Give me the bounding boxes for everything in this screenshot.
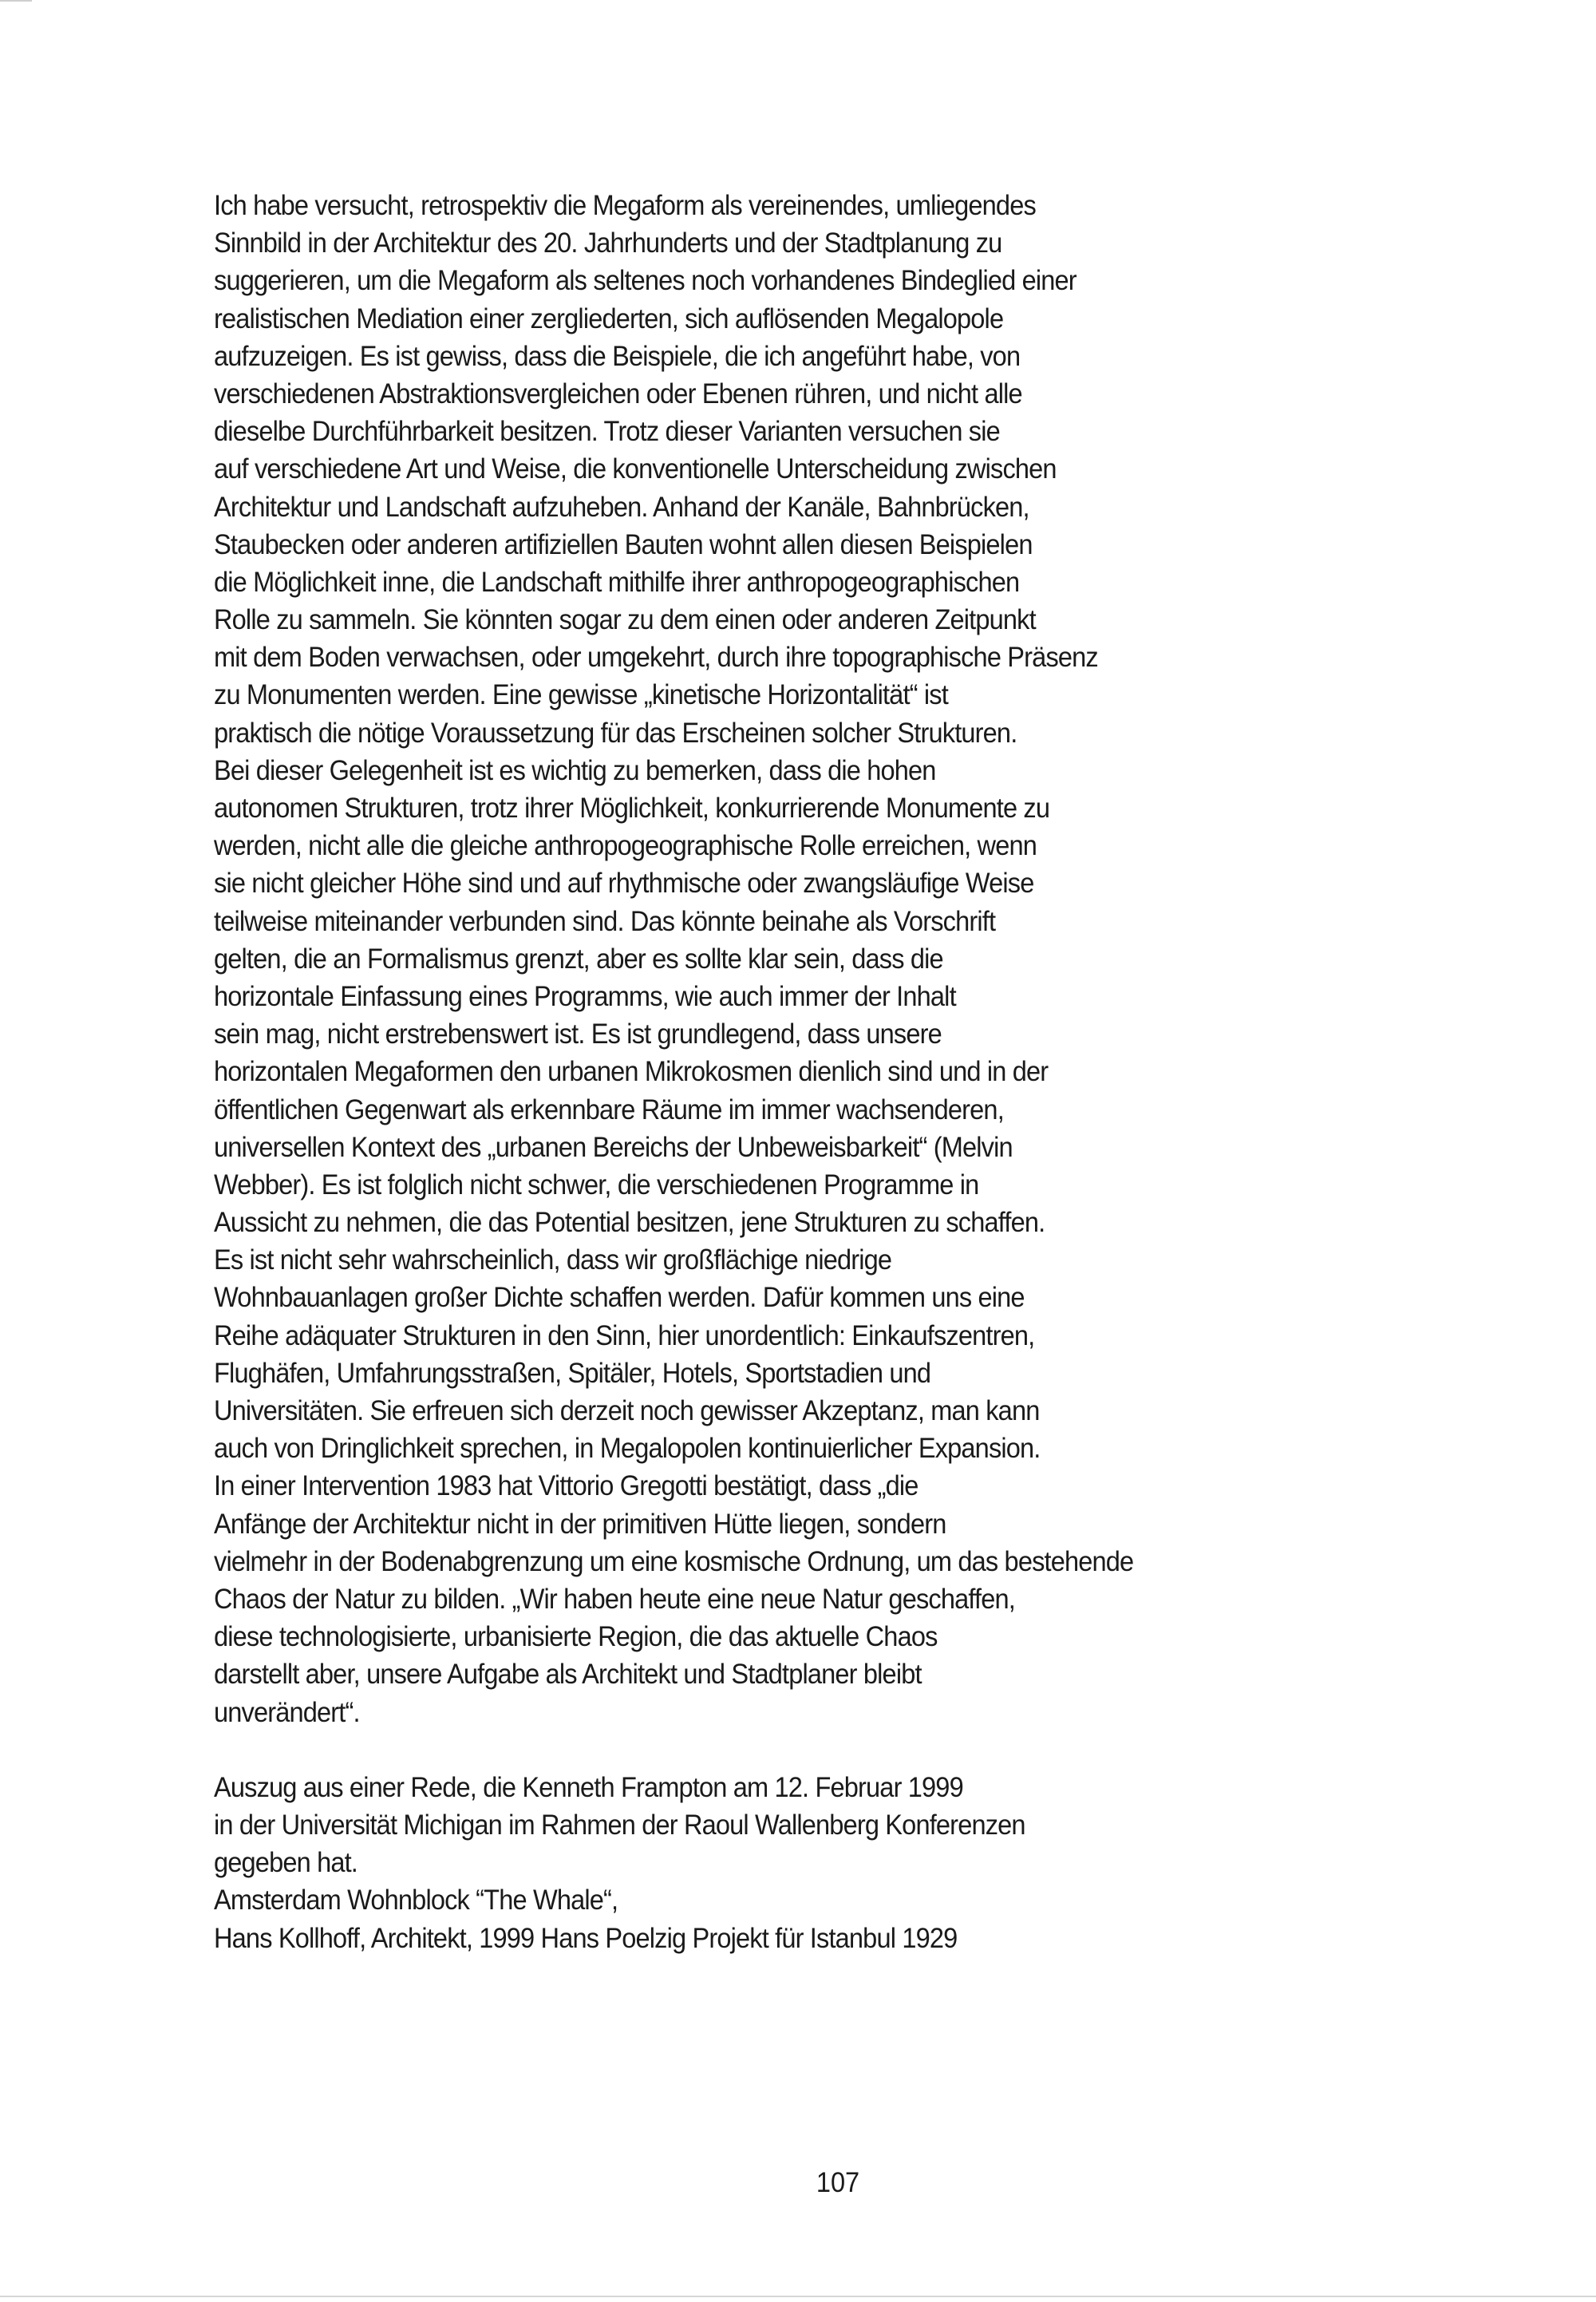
caption-line: Hans Kollhoff, Architekt, 1999 Hans Poelzig Projekt für Istanbul 1929 [214, 1922, 958, 1954]
main-paragraph [214, 187, 1570, 1731]
text-line: praktisch die nötige Voraussetzung für das Erscheinen solcher Strukturen. [214, 717, 1017, 749]
text-line: Architektur und Landschaft aufzuheben. Anhand der Kanäle, Bahnbrücken, [214, 491, 1029, 523]
text-line: dieselbe Durchführbarkeit besitzen. Trotz dieser Varianten versuchen sie [214, 416, 1000, 448]
source-note-line: gegeben hat. [214, 1847, 358, 1879]
caption-line: Amsterdam Wohnblock “The Whale“, [214, 1885, 618, 1916]
text-line: die Möglichkeit inne, die Landschaft mithilfe ihrer anthropogeographischen [214, 566, 1020, 598]
text-line: Wohnbauanlagen großer Dichte schaffen werden. Dafür kommen uns eine [214, 1282, 1025, 1314]
text-line: vielmehr in der Bodenabgrenzung um eine kosmische Ordnung, um das bestehende [214, 1545, 1134, 1577]
text-line: sie nicht gleicher Höhe sind und auf rhythmische oder zwangsläufige Weise [214, 868, 1034, 900]
source-note-line: Auszug aus einer Rede, die Kenneth Frampton am 12. Februar 1999 [214, 1771, 963, 1803]
text-line: Chaos der Natur zu bilden. „Wir haben heute eine neue Natur geschaffen, [214, 1583, 1015, 1615]
text-line: Ich habe versucht, retrospektiv die Megaform als vereinendes, umliegendes [214, 190, 1036, 221]
text-line: mit dem Boden verwachsen, oder umgekehrt, durch ihre topographische Präsenz [214, 642, 1098, 674]
text-line: auf verschiedene Art und Weise, die konventionelle Unterscheidung zwischen [214, 453, 1057, 485]
text-line: Webber). Es ist folglich nicht schwer, die verschiedenen Programme in [214, 1169, 979, 1200]
text-line: Flughäfen, Umfahrungsstraßen, Spitäler, Hotels, Sportstadien und [214, 1357, 931, 1389]
page-number: 107 [816, 2167, 860, 2198]
text-line: gelten, die an Formalismus grenzt, aber es sollte klar sein, dass die [214, 943, 943, 975]
text-line: autonomen Strukturen, trotz ihrer Möglichkeit, konkurrierende Monumente zu [214, 793, 1050, 824]
text-line: Reihe adäquater Strukturen in den Sinn, hier unordentlich: Einkaufszentren, [214, 1319, 1035, 1351]
text-line: auch von Dringlichkeit sprechen, in Megalopolen kontinuierlicher Expansion. [214, 1433, 1041, 1465]
text-line: Aussicht zu nehmen, die das Potential besitzen, jene Strukturen zu schaffen. [214, 1207, 1045, 1239]
source-note [214, 1769, 1570, 1882]
body-text-block [214, 187, 1570, 1957]
image-captions [214, 1881, 1570, 1956]
text-line: sein mag, nicht erstrebenswert ist. Es ist grundlegend, dass unsere [214, 1018, 942, 1050]
text-line: Bei dieser Gelegenheit ist es wichtig zu bemerken, dass die hohen [214, 754, 936, 786]
text-line: Rolle zu sammeln. Sie könnten sogar zu dem einen oder anderen Zeitpunkt [214, 604, 1036, 636]
paragraph-gap [214, 1731, 1570, 1769]
text-line: diese technologisierte, urbanisierte Region, die das aktuelle Chaos [214, 1621, 938, 1653]
text-line: Sinnbild in der Architektur des 20. Jahrhunderts und der Stadtplanung zu [214, 227, 1002, 259]
source-note-line: in der Universität Michigan im Rahmen der Raoul Wallenberg Konferenzen [214, 1810, 1025, 1841]
text-line: zu Monumenten werden. Eine gewisse „kinetische Horizontalität“ ist [214, 679, 948, 711]
text-line: Universitäten. Sie erfreuen sich derzeit noch gewisser Akzeptanz, man kann [214, 1395, 1040, 1426]
text-line: verschiedenen Abstraktionsvergleichen oder Ebenen rühren, und nicht alle [214, 378, 1022, 409]
text-line: aufzuzeigen. Es ist gewiss, dass die Beispiele, die ich angeführt habe, von [214, 340, 1021, 372]
text-line: Staubecken oder anderen artifiziellen Bauten wohnt allen diesen Beispielen [214, 528, 1033, 560]
text-line: Anfänge der Architektur nicht in der primitiven Hütte liegen, sondern [214, 1508, 946, 1540]
text-line: suggerieren, um die Megaform als seltenes noch vorhandenes Bindeglied einer [214, 265, 1077, 297]
text-line: realistischen Mediation einer zergliederten, sich auflösenden Megalopole [214, 303, 1004, 334]
text-line: teilweise miteinander verbunden sind. Das könnte beinahe als Vorschrift [214, 905, 996, 937]
text-line: universellen Kontext des „urbanen Bereichs der Unbeweisbarkeit“ (Melvin [214, 1131, 1013, 1163]
text-line: In einer Intervention 1983 hat Vittorio Gregotti bestätigt, dass „die [214, 1470, 918, 1502]
text-line: darstellt aber, unsere Aufgabe als Architekt und Stadtplaner bleibt [214, 1659, 922, 1691]
text-line: horizontalen Megaformen den urbanen Mikrokosmen dienlich sind und in der [214, 1056, 1049, 1088]
text-line: werden, nicht alle die gleiche anthropogeographische Rolle erreichen, wenn [214, 830, 1037, 862]
text-line: öffentlichen Gegenwart als erkennbare Räume im immer wachsenderen, [214, 1094, 1004, 1125]
scan-bottom-edge [0, 2296, 1596, 2297]
text-line: unverändert“. [214, 1696, 360, 1728]
scan-corner-mark [0, 0, 32, 2]
text-line: Es ist nicht sehr wahrscheinlich, dass wir großflächige niedrige [214, 1244, 892, 1276]
text-line: horizontale Einfassung eines Programms, wie auch immer der Inhalt [214, 980, 956, 1012]
